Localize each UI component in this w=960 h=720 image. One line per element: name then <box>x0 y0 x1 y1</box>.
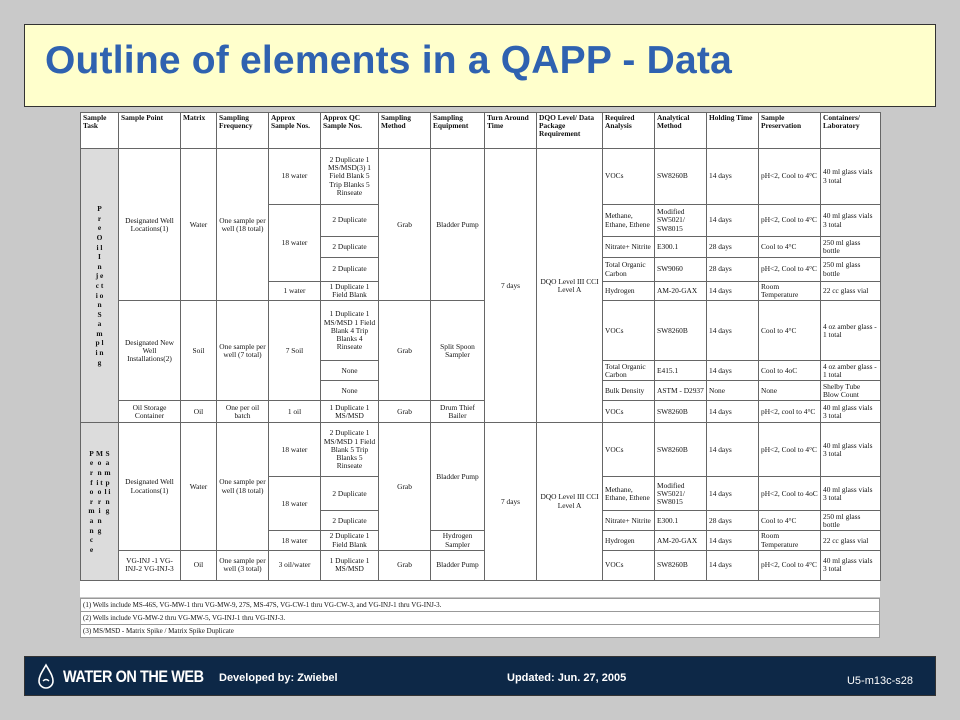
preservation-cell: Room Temperature <box>759 531 821 550</box>
dqo-cell: DQO Level III CCI Level A <box>537 149 603 423</box>
preservation-cell: pH<2, Cool to 4°C <box>759 423 821 477</box>
holding-time-cell: 14 days <box>707 282 759 301</box>
container-cell: 40 ml glass vials 3 total <box>821 401 881 423</box>
sample-nos-cell: 3 oil/water <box>269 550 321 580</box>
qc-cell: 2 Duplicate 1 Field Blank <box>321 531 379 550</box>
sample-nos-cell: 18 water <box>269 205 321 282</box>
holding-time-cell: 14 days <box>707 423 759 477</box>
task-cell-pre-oil-injection <box>81 149 119 423</box>
analysis-cell: VOCs <box>603 301 655 361</box>
method-analytical-cell: SW8260B <box>655 550 707 580</box>
container-cell: 40 ml glass vials 3 total <box>821 423 881 477</box>
method-analytical-cell: E300.1 <box>655 511 707 531</box>
qc-cell: 2 Duplicate <box>321 258 379 282</box>
table-footnotes <box>80 598 880 638</box>
matrix-cell: Oil <box>181 550 217 580</box>
footer-bar <box>24 656 936 696</box>
method-analytical-cell: E415.1 <box>655 361 707 381</box>
matrix-cell: Water <box>181 423 217 550</box>
analysis-cell: Total Organic Carbon <box>603 361 655 381</box>
task-label: P r e O i l I n j e c t i o n S a m p l i n g <box>95 204 104 367</box>
method-analytical-cell: Modified SW5021/ SW8015 <box>655 205 707 237</box>
holding-time-cell: 14 days <box>707 550 759 580</box>
qc-cell: 2 Duplicate 1 MS/MSD 1 Field Blank 5 Trip Blanks 5 Rinseate <box>321 423 379 477</box>
container-cell: 250 ml glass bottle <box>821 258 881 282</box>
qapp-table-container <box>80 112 880 597</box>
analysis-cell: Nitrate+ Nitrite <box>603 511 655 531</box>
preservation-cell: None <box>759 381 821 401</box>
frequency-cell: One sample per well (18 total) <box>217 423 269 550</box>
analysis-cell: Hydrogen <box>603 282 655 301</box>
sample-nos-cell: 1 water <box>269 282 321 301</box>
task-label: P e r f o r m a n c e <box>88 448 95 554</box>
header-cell: Sample Point <box>119 113 181 149</box>
turnaround-cell: 7 days <box>485 149 537 423</box>
qc-cell: 2 Duplicate <box>321 511 379 531</box>
table-header-row <box>81 113 881 149</box>
table-row <box>81 423 881 477</box>
method-analytical-cell: SW8260B <box>655 423 707 477</box>
method-cell: Grab <box>379 550 431 580</box>
analysis-cell: Methane, Ethane, Ethene <box>603 205 655 237</box>
header-cell: Matrix <box>181 113 217 149</box>
water-drop-icon <box>35 663 57 691</box>
holding-time-cell: 28 days <box>707 258 759 282</box>
qc-cell: 2 Duplicate <box>321 237 379 258</box>
equipment-cell: Bladder Pump <box>431 423 485 531</box>
preservation-cell: pH<2, Cool to 4°C <box>759 205 821 237</box>
container-cell: 40 ml glass vials 3 total <box>821 149 881 205</box>
method-analytical-cell: ASTM - D2937 <box>655 381 707 401</box>
container-cell: Shelby Tube Blow Count <box>821 381 881 401</box>
frequency-cell: One sample per well (18 total) <box>217 149 269 301</box>
slide-id: U5-m13c-s28 <box>846 675 913 687</box>
method-analytical-cell: SW8260B <box>655 149 707 205</box>
holding-time-cell: 14 days <box>707 531 759 550</box>
equipment-cell: Bladder Pump <box>431 550 485 580</box>
footnote: (3) MS/MSD - Matrix Spike / Matrix Spike Duplicate <box>80 625 880 638</box>
sample-point-cell: Designated New Well Installations(2) <box>119 301 181 401</box>
equipment-cell: Bladder Pump <box>431 149 485 301</box>
header-cell: Turn Around Time <box>485 113 537 149</box>
header-cell: Holding Time <box>707 113 759 149</box>
method-cell: Grab <box>379 401 431 423</box>
method-analytical-cell: E300.1 <box>655 237 707 258</box>
container-cell: 4 oz amber glass - 1 total <box>821 361 881 381</box>
container-cell: 40 ml glass vials 3 total <box>821 205 881 237</box>
developed-by-text: Developed by: Zwiebel <box>219 672 338 684</box>
container-cell: 4 oz amber glass - 1 total <box>821 301 881 361</box>
frequency-cell: One sample per well (3 total) <box>217 550 269 580</box>
container-cell: 250 ml glass bottle <box>821 511 881 531</box>
method-analytical-cell: AM-20-GAX <box>655 531 707 550</box>
task-label: S a m p l i n g <box>104 448 111 516</box>
qc-cell: 2 Duplicate <box>321 477 379 511</box>
preservation-cell: pH<2, cool to 4°C <box>759 401 821 423</box>
holding-time-cell: 14 days <box>707 477 759 511</box>
container-cell: 22 cc glass vial <box>821 282 881 301</box>
table-row <box>81 149 881 205</box>
sample-point-cell: Designated Well Locations(1) <box>119 423 181 550</box>
matrix-cell: Water <box>181 149 217 301</box>
sample-point-cell: Designated Well Locations(1) <box>119 149 181 301</box>
preservation-cell: pH<2, Cool to 4°C <box>759 550 821 580</box>
holding-time-cell: 28 days <box>707 511 759 531</box>
qapp-table <box>80 112 881 581</box>
container-cell: 40 ml glass vials 3 total <box>821 477 881 511</box>
footnote: (2) Wells include VG-MW-2 thru VG-MW-5, VG-INJ-1 thru VG-INJ-3. <box>80 612 880 625</box>
equipment-cell: Drum Thief Bailer <box>431 401 485 423</box>
method-analytical-cell: SW8260B <box>655 401 707 423</box>
qc-cell: 2 Duplicate 1 MS/MSD(3) 1 Field Blank 5 Trip Blanks 5 Rinseate <box>321 149 379 205</box>
header-cell: Analytical Method <box>655 113 707 149</box>
dqo-cell: DQO Level III CCI Level A <box>537 423 603 580</box>
analysis-cell: VOCs <box>603 550 655 580</box>
updated-date-text: Updated: Jun. 27, 2005 <box>507 672 627 684</box>
method-cell: Grab <box>379 149 431 301</box>
header-cell: Sample Task <box>81 113 119 149</box>
method-cell: Grab <box>379 423 431 550</box>
analysis-cell: VOCs <box>603 423 655 477</box>
analysis-cell: VOCs <box>603 149 655 205</box>
task-cell-performance-monitoring <box>81 423 119 580</box>
qc-cell: 2 Duplicate <box>321 205 379 237</box>
equipment-cell: Hydrogen Sampler <box>431 531 485 550</box>
method-analytical-cell: AM-20-GAX <box>655 282 707 301</box>
qc-cell: 1 Duplicate 1 MS/MSD <box>321 401 379 423</box>
table-row <box>81 550 881 580</box>
turnaround-cell: 7 days <box>485 423 537 580</box>
table-row <box>81 301 881 361</box>
matrix-cell: Oil <box>181 401 217 423</box>
preservation-cell: Cool to 4°C <box>759 301 821 361</box>
water-on-the-web-logo <box>35 663 228 691</box>
preservation-cell: Cool to 4°C <box>759 237 821 258</box>
slide-title: Outline of elements in a QAPP - Data <box>45 39 732 82</box>
sample-nos-cell: 18 water <box>269 531 321 550</box>
sample-nos-cell: 18 water <box>269 477 321 531</box>
header-cell: Sampling Equipment <box>431 113 485 149</box>
preservation-cell: pH<2, Cool to 4°C <box>759 149 821 205</box>
sample-point-cell: VG-INJ -1 VG-INJ-2 VG-INJ-3 <box>119 550 181 580</box>
matrix-cell: Soil <box>181 301 217 401</box>
holding-time-cell: 14 days <box>707 401 759 423</box>
holding-time-cell: 14 days <box>707 361 759 381</box>
analysis-cell: Hydrogen <box>603 531 655 550</box>
qc-cell: None <box>321 361 379 381</box>
method-analytical-cell: SW9060 <box>655 258 707 282</box>
preservation-cell: pH<2, Cool to 4oC <box>759 477 821 511</box>
analysis-cell: VOCs <box>603 401 655 423</box>
preservation-cell: Room Temperature <box>759 282 821 301</box>
holding-time-cell: 14 days <box>707 301 759 361</box>
header-cell: Required Analysis <box>603 113 655 149</box>
analysis-cell: Nitrate+ Nitrite <box>603 237 655 258</box>
holding-time-cell: 28 days <box>707 237 759 258</box>
title-box <box>24 24 936 107</box>
method-analytical-cell: Modified SW5021/ SW8015 <box>655 477 707 511</box>
header-cell: Containers/ Laboratory <box>821 113 881 149</box>
qc-cell: 1 Duplicate 1 MS/MSD <box>321 550 379 580</box>
preservation-cell: Cool to 4°C <box>759 511 821 531</box>
container-cell: 250 ml glass bottle <box>821 237 881 258</box>
footnote: (1) Wells include MS-46S, VG-MW-1 thru VG-MW-9, 27S, MS-47S, VG-CW-1 thru VG-CW-3, and VG-INJ-1 thru VG-INJ-3. <box>80 598 880 612</box>
header-cell: Sampling Frequency <box>217 113 269 149</box>
qc-cell: 1 Duplicate 1 Field Blank <box>321 282 379 301</box>
method-cell: Grab <box>379 301 431 401</box>
frequency-cell: One per oil batch <box>217 401 269 423</box>
preservation-cell: pH<2, Cool to 4°C <box>759 258 821 282</box>
sample-nos-cell: 18 water <box>269 149 321 205</box>
sample-nos-cell: 1 oil <box>269 401 321 423</box>
header-cell: DQO Level/ Data Package Requirement <box>537 113 603 149</box>
holding-time-cell: 14 days <box>707 205 759 237</box>
header-cell: Sampling Method <box>379 113 431 149</box>
container-cell: 22 cc glass vial <box>821 531 881 550</box>
qc-cell: 1 Duplicate 1 MS/MSD 1 Field Blank 4 Trip Blanks 4 Rinseate <box>321 301 379 361</box>
analysis-cell: Methane, Ethane, Ethene <box>603 477 655 511</box>
analysis-cell: Total Organic Carbon <box>603 258 655 282</box>
holding-time-cell: None <box>707 381 759 401</box>
preservation-cell: Cool to 4oC <box>759 361 821 381</box>
method-analytical-cell: SW8260B <box>655 301 707 361</box>
qc-cell: None <box>321 381 379 401</box>
analysis-cell: Bulk Density <box>603 381 655 401</box>
task-label: M o n i t o r i n g <box>96 448 103 535</box>
logo-text: WATER ON THE WEB <box>63 667 204 686</box>
header-cell: Approx Sample Nos. <box>269 113 321 149</box>
sample-nos-cell: 7 Soil <box>269 301 321 401</box>
holding-time-cell: 14 days <box>707 149 759 205</box>
header-cell: Sample Preservation <box>759 113 821 149</box>
header-cell: Approx QC Sample Nos. <box>321 113 379 149</box>
frequency-cell: One sample per well (7 total) <box>217 301 269 401</box>
container-cell: 40 ml glass vials 3 total <box>821 550 881 580</box>
sample-point-cell: Oil Storage Container <box>119 401 181 423</box>
equipment-cell: Split Spoon Sampler <box>431 301 485 401</box>
table-row <box>81 401 881 423</box>
sample-nos-cell: 18 water <box>269 423 321 477</box>
